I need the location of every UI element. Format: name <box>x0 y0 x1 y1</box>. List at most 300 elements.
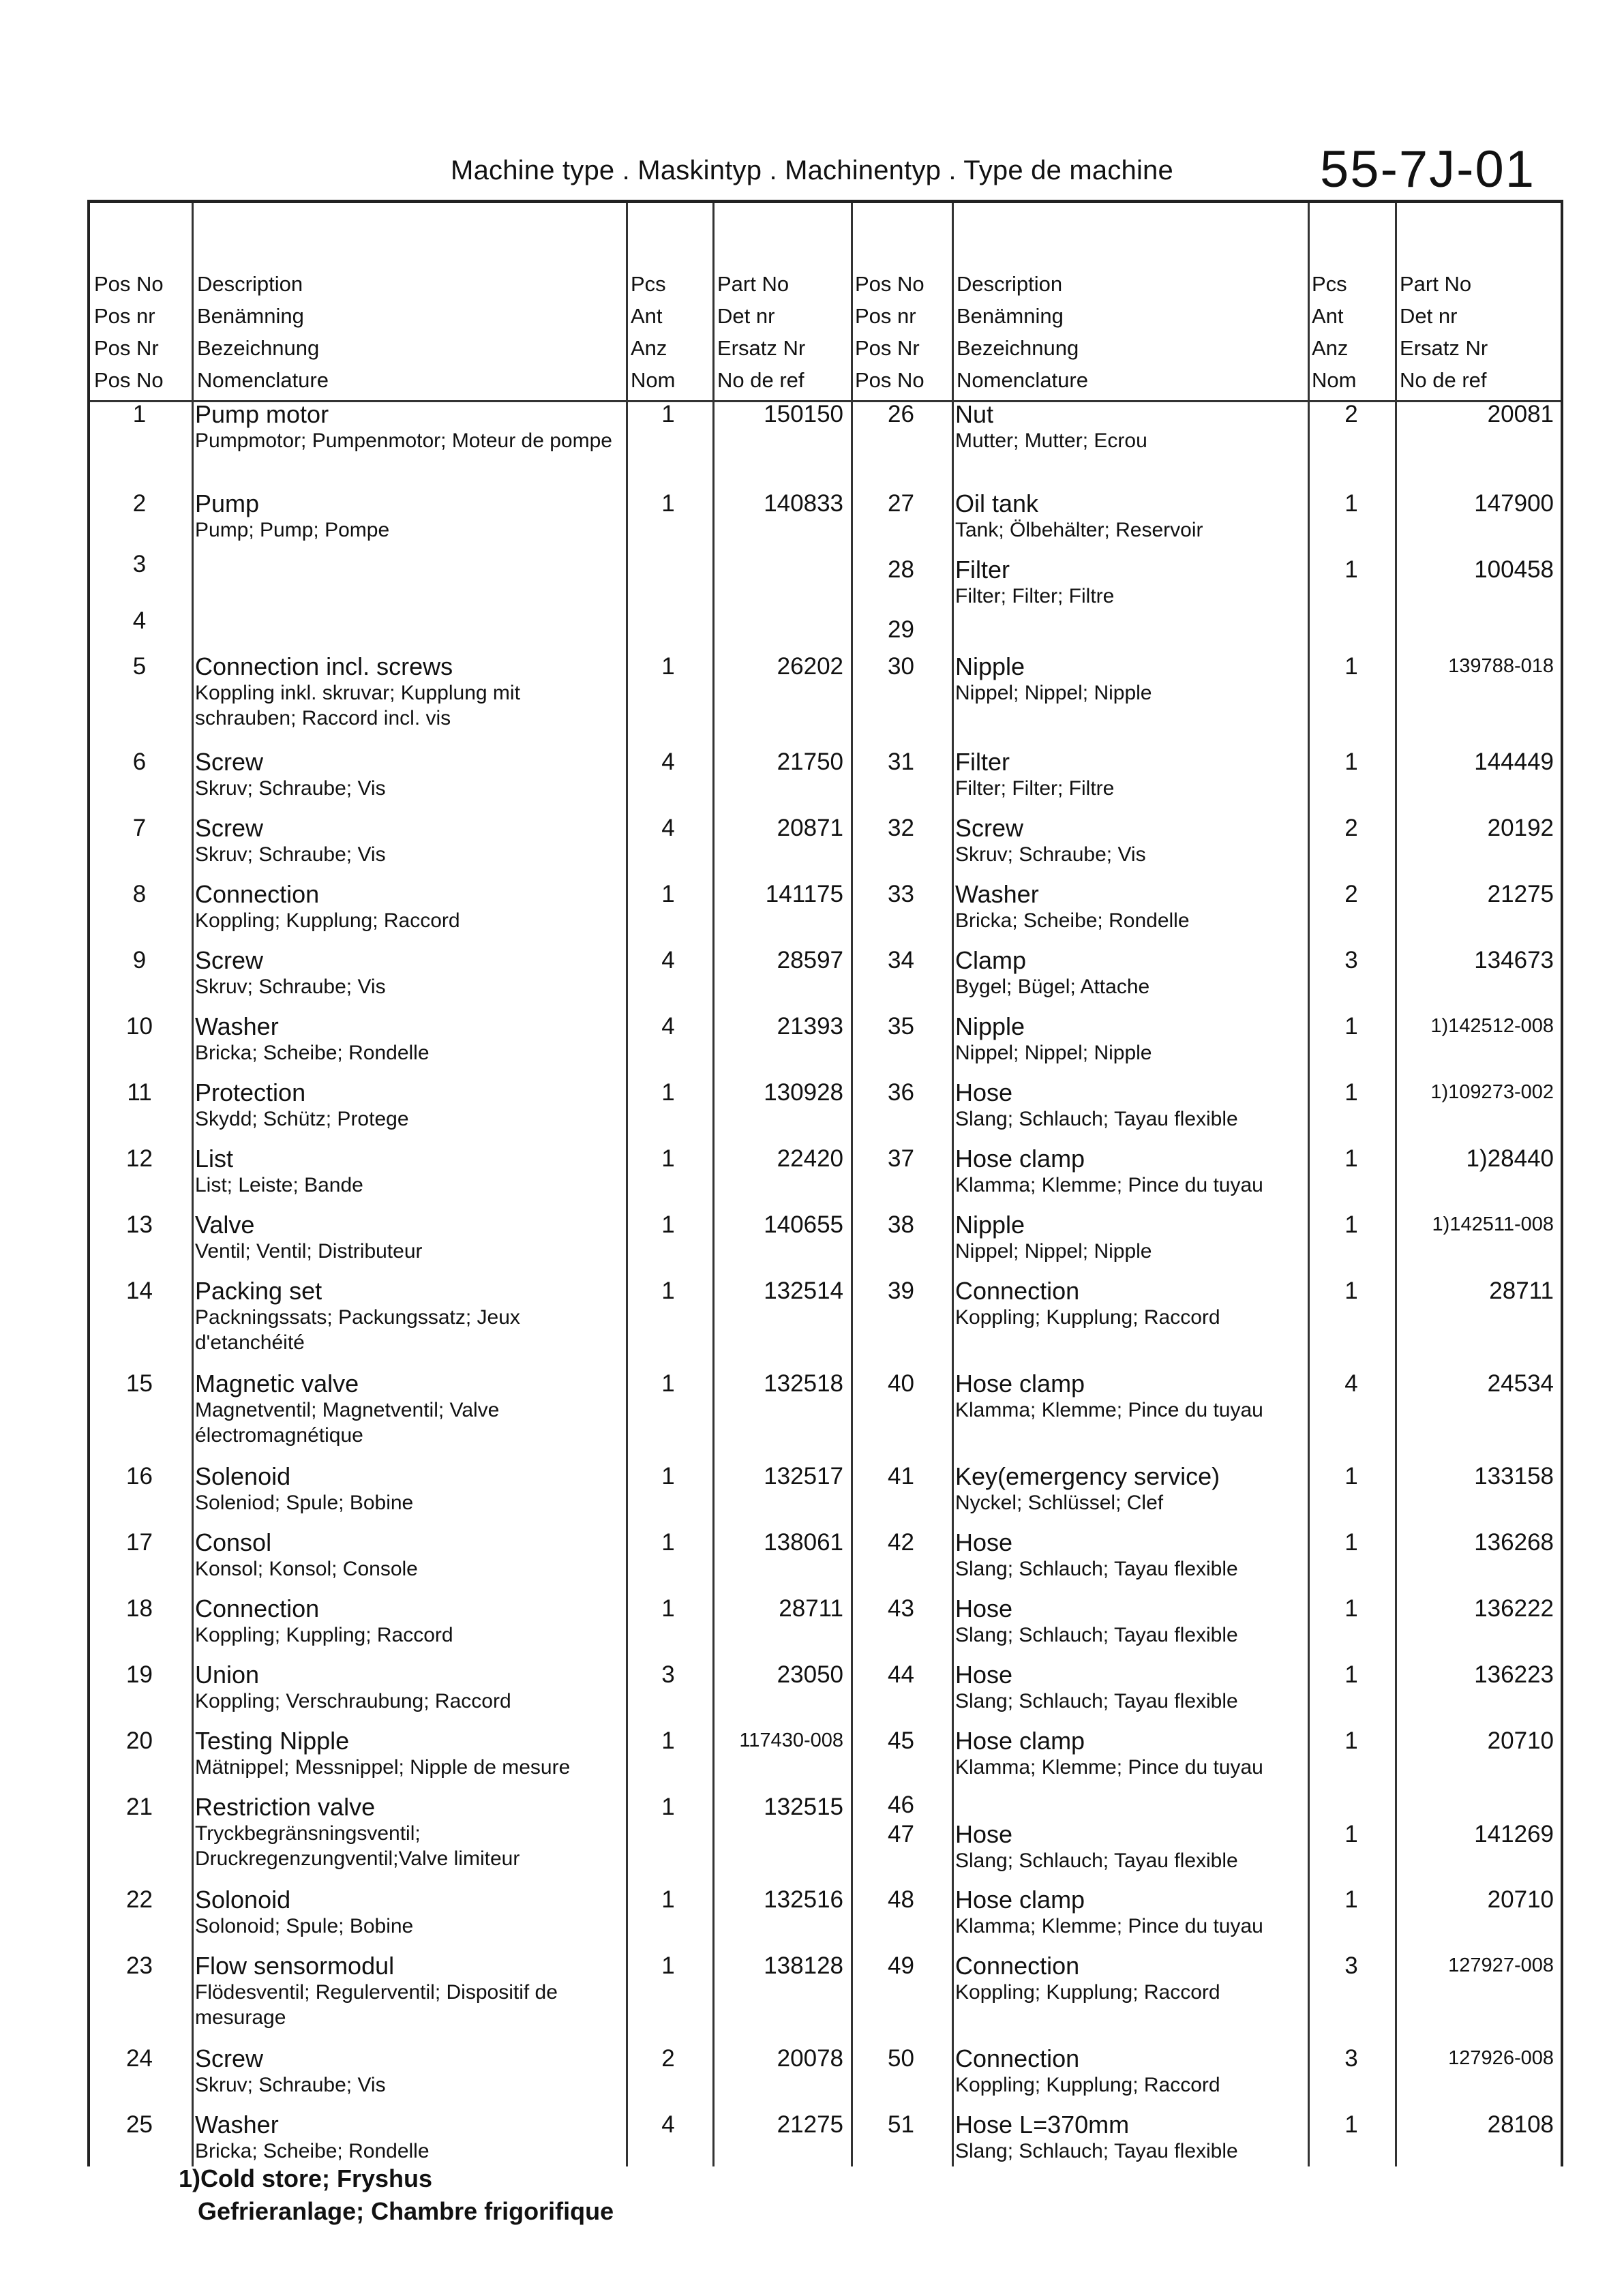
pieces: 1 <box>1344 1529 1358 1556</box>
part-number: 139788-018 <box>1448 655 1554 677</box>
description <box>955 815 1303 867</box>
part-number: 138061 <box>764 1529 843 1556</box>
pos-number: 40 <box>888 1370 914 1397</box>
description-title: Nut <box>955 400 994 428</box>
description-title: Hose L=370mm <box>955 2111 1130 2139</box>
description-title: Hose <box>955 1595 1013 1622</box>
pos-number: 32 <box>888 815 914 841</box>
part-number: 28108 <box>1487 2111 1554 2138</box>
description-translations: Tryckbegränsningsventil; Druckregenzungventil;Valve limiteur <box>195 1822 520 1870</box>
description-title: Hose <box>955 1528 1013 1556</box>
pieces: 1 <box>661 1211 675 1238</box>
description-translations: Koppling; Kupplung; Raccord <box>955 1306 1220 1329</box>
pos-number: 43 <box>888 1595 914 1622</box>
part-number: 24534 <box>1487 1370 1554 1397</box>
description-translations: Klamma; Klemme; Pince du tuyau <box>955 1915 1263 1937</box>
parts-row <box>90 1529 1561 1590</box>
pieces: 3 <box>1344 2045 1358 2072</box>
pos-number: 20 <box>126 1727 153 1754</box>
pieces: 1 <box>1344 1886 1358 1913</box>
parts-table <box>87 200 1563 2166</box>
pos-number: 44 <box>888 1661 914 1688</box>
description-title: Washer <box>955 880 1039 908</box>
header-description-right: Description Benämning Bezeichnung Nomenclature <box>957 272 1088 392</box>
description-translations: Klamma; Klemme; Pince du tuyau <box>955 1756 1263 1779</box>
header-pcs-right: Pcs Ant Anz Nom <box>1312 272 1357 392</box>
description-title: Clamp <box>955 946 1027 974</box>
description-translations: Slang; Schlauch; Tayau flexible <box>955 1690 1238 1712</box>
parts-row <box>90 947 1561 1008</box>
pos-number: 28 <box>888 556 914 583</box>
description-title: Connection incl. screws <box>195 652 453 680</box>
pos-number: 27 <box>888 490 914 517</box>
part-number: 132514 <box>764 1278 843 1304</box>
pos-number: 8 <box>132 881 147 907</box>
part-number: 133158 <box>1474 1463 1554 1490</box>
parts-row <box>90 1370 1561 1432</box>
parts-row <box>90 1278 1561 1339</box>
pos-number: 21 <box>126 1794 153 1820</box>
description-title: Hose <box>955 1661 1013 1689</box>
description-translations: Nippel; Nippel; Nipple <box>955 682 1152 704</box>
description-title: Pump motor <box>195 400 329 428</box>
description-translations: Skruv; Schraube; Vis <box>195 843 386 866</box>
pieces: 1 <box>661 1278 675 1304</box>
description-title: Screw <box>195 946 264 974</box>
description <box>955 1278 1303 1330</box>
description-translations: Ventil; Ventil; Distributeur <box>195 1240 423 1263</box>
pieces: 4 <box>661 749 675 775</box>
description-title: Solonoid <box>195 1886 291 1914</box>
description-translations: Slang; Schlauch; Tayau flexible <box>955 1624 1238 1646</box>
part-number: 117430-008 <box>739 1729 843 1751</box>
description-title: Union <box>195 1661 260 1689</box>
part-number: 1)142512-008 <box>1430 1015 1554 1037</box>
pieces: 3 <box>1344 947 1358 973</box>
description <box>955 1463 1303 1515</box>
parts-row <box>90 1463 1561 1524</box>
pos-number: 34 <box>888 947 914 973</box>
pos-number: 30 <box>888 653 914 680</box>
description <box>955 2111 1303 2164</box>
pieces: 1 <box>1344 1278 1358 1304</box>
parts-row <box>90 556 1561 618</box>
pos-number: 50 <box>888 2045 914 2072</box>
description-translations: Flödesventil; Regulerventil; Dispositif de mesurage <box>195 1981 558 2029</box>
part-number: 140655 <box>764 1211 843 1238</box>
part-number: 136223 <box>1474 1661 1554 1688</box>
description-translations: Pumpmotor; Pumpenmotor; Moteur de pompe <box>195 429 612 452</box>
description-translations: Bygel; Bügel; Attache <box>955 976 1150 998</box>
part-number: 20710 <box>1487 1727 1554 1754</box>
parts-row <box>90 2045 1561 2106</box>
description-translations: Nyckel; Schlüssel; Clef <box>955 1492 1164 1514</box>
description <box>955 1145 1303 1198</box>
description-title: Nipple <box>955 652 1025 680</box>
part-number: 140833 <box>764 490 843 517</box>
pos-number: 38 <box>888 1211 914 1238</box>
description-title: Connection <box>195 880 320 908</box>
parts-row <box>90 490 1561 552</box>
pos-number: 16 <box>126 1463 153 1490</box>
pos-number: 46 <box>888 1792 914 1818</box>
pos-number: 22 <box>126 1886 153 1913</box>
pos-number: 13 <box>126 1211 153 1238</box>
description-translations: Koppling; Kupplung; Raccord <box>955 1981 1220 2004</box>
pos-number: 42 <box>888 1529 914 1556</box>
pieces: 1 <box>661 1886 675 1913</box>
description-title: Oil tank <box>955 489 1039 517</box>
footnote <box>179 2162 614 2228</box>
description-translations: Pump; Pump; Pompe <box>195 519 390 541</box>
part-number: 28711 <box>1489 1278 1554 1304</box>
pieces: 1 <box>661 1595 675 1622</box>
description-title: Testing Nipple <box>195 1727 350 1755</box>
description-translations: Solonoid; Spule; Bobine <box>195 1915 414 1937</box>
pos-number: 11 <box>127 1079 152 1106</box>
footnote-line: 1)Cold store; Fryshus <box>179 2164 433 2192</box>
description-translations: Skruv; Schraube; Vis <box>955 843 1146 866</box>
description-translations: Bricka; Scheibe; Rondelle <box>955 909 1190 932</box>
part-number: 132516 <box>764 1886 843 1913</box>
description-title: Nipple <box>955 1012 1025 1040</box>
pieces: 1 <box>661 1952 675 1979</box>
pos-number: 49 <box>888 1952 914 1979</box>
parts-row <box>90 1821 1561 1882</box>
description <box>955 1952 1303 2005</box>
description <box>955 1886 1303 1939</box>
parts-row <box>90 653 1561 714</box>
pos-number: 31 <box>888 749 914 775</box>
pieces: 1 <box>1344 1595 1358 1622</box>
part-number: 20081 <box>1487 401 1554 427</box>
pos-number: 15 <box>126 1370 153 1397</box>
pieces: 1 <box>1344 1727 1358 1754</box>
pieces: 1 <box>1344 1145 1358 1172</box>
part-number: 141269 <box>1474 1821 1554 1847</box>
pos-number: 4 <box>132 607 147 634</box>
description-title: Hose clamp <box>955 1727 1085 1755</box>
description <box>955 401 1303 453</box>
description-translations: Nippel; Nippel; Nipple <box>955 1042 1152 1064</box>
pos-number: 6 <box>132 749 147 775</box>
description-title: Flow sensormodul <box>195 1952 395 1980</box>
description-title: Filter <box>955 556 1010 584</box>
pieces: 4 <box>1344 1370 1358 1397</box>
part-number: 22420 <box>777 1145 843 1172</box>
machine-code: 55-7J-01 <box>1320 140 1535 198</box>
parts-row <box>90 1211 1561 1273</box>
part-number: 141175 <box>765 881 843 907</box>
pieces: 4 <box>661 947 675 973</box>
part-number: 20078 <box>777 2045 843 2072</box>
description-translations: Skydd; Schütz; Protege <box>195 1108 409 1130</box>
parts-row <box>90 1595 1561 1657</box>
part-number: 20871 <box>777 815 843 841</box>
parts-row <box>90 1661 1561 1723</box>
description-translations: Koppling; Verschraubung; Raccord <box>195 1690 511 1712</box>
description-translations: Koppling; Kuppling; Raccord <box>195 1624 453 1646</box>
pos-number: 41 <box>888 1463 914 1490</box>
part-number: 28597 <box>777 947 843 973</box>
header-part-right: Part No Det nr Ersatz Nr No de ref <box>1400 272 1488 392</box>
pos-number: 26 <box>888 401 914 427</box>
pos-number: 1 <box>132 401 147 427</box>
description-title: Screw <box>195 748 264 776</box>
description-translations: Mutter; Mutter; Ecrou <box>955 429 1147 452</box>
part-number: 1)142511-008 <box>1432 1213 1554 1235</box>
pieces: 1 <box>661 490 675 517</box>
pieces: 1 <box>661 401 675 427</box>
description-title: Solenoid <box>195 1462 291 1490</box>
description-title: Hose clamp <box>955 1145 1085 1173</box>
pieces: 1 <box>1344 1661 1358 1688</box>
footnote-line: Gefrieranlage; Chambre frigorifique <box>198 2197 614 2225</box>
description-title: Hose <box>955 1820 1013 1848</box>
pieces: 1 <box>661 1794 675 1820</box>
description-translations: Skruv; Schraube; Vis <box>195 777 386 800</box>
part-number: 26202 <box>777 653 843 680</box>
description-title: Key(emergency service) <box>955 1462 1220 1490</box>
header-description-left: Description Benämning Bezeichnung Nomenclature <box>197 272 329 392</box>
pieces: 1 <box>1344 1463 1358 1490</box>
pieces: 1 <box>661 1370 675 1397</box>
description-title: Hose clamp <box>955 1886 1085 1914</box>
description-translations: Koppling inkl. skruvar; Kupplung mit schrauben; Raccord incl. vis <box>195 682 520 729</box>
description <box>955 1529 1303 1582</box>
part-number: 21275 <box>777 2111 843 2138</box>
pos-number: 33 <box>888 881 914 907</box>
pos-number: 23 <box>126 1952 153 1979</box>
description-translations: Slang; Schlauch; Tayau flexible <box>955 1558 1238 1580</box>
description-translations: Bricka; Scheibe; Rondelle <box>195 2140 430 2162</box>
description-translations: Klamma; Klemme; Pince du tuyau <box>955 1399 1263 1421</box>
pos-number: 24 <box>126 2045 153 2072</box>
pos-number: 10 <box>126 1013 153 1040</box>
pos-number: 51 <box>888 2111 914 2138</box>
part-number: 21750 <box>777 749 843 775</box>
description-title: Connection <box>195 1595 320 1622</box>
description-translations: Bricka; Scheibe; Rondelle <box>195 1042 430 1064</box>
pos-number: 45 <box>888 1727 914 1754</box>
pieces: 4 <box>661 1013 675 1040</box>
description-title: Connection <box>955 1952 1080 1980</box>
parts-row <box>90 1727 1561 1789</box>
header-pcs-left: Pcs Ant Anz Nom <box>631 272 676 392</box>
pieces: 1 <box>661 881 675 907</box>
parts-row <box>90 1013 1561 1074</box>
pieces: 1 <box>1344 1013 1358 1040</box>
description-title: Hose clamp <box>955 1370 1085 1398</box>
description-title: Protection <box>195 1078 306 1106</box>
pos-number: 18 <box>126 1595 153 1622</box>
pieces: 1 <box>661 1079 675 1106</box>
description <box>955 556 1303 609</box>
description-translations: Slang; Schlauch; Tayau flexible <box>955 1108 1238 1130</box>
part-number: 20192 <box>1487 815 1554 841</box>
pos-number: 39 <box>888 1278 914 1304</box>
description-translations: Konsol; Konsol; Console <box>195 1558 418 1580</box>
description <box>955 1595 1303 1648</box>
pieces: 2 <box>661 2045 675 2072</box>
part-number: 136268 <box>1474 1529 1554 1556</box>
description-translations: Koppling; Kupplung; Raccord <box>195 909 460 932</box>
part-number: 132515 <box>764 1794 843 1820</box>
part-number: 1)109273-002 <box>1430 1081 1554 1103</box>
pieces: 2 <box>1344 881 1358 907</box>
description <box>955 1370 1303 1423</box>
description-translations: Nippel; Nippel; Nipple <box>955 1240 1152 1263</box>
part-number: 21275 <box>1487 881 1554 907</box>
description <box>955 881 1303 933</box>
pos-number: 14 <box>126 1278 153 1304</box>
description-translations: Skruv; Schraube; Vis <box>195 2074 386 2096</box>
parts-row <box>90 1145 1561 1207</box>
parts-row <box>90 1079 1561 1141</box>
pieces: 1 <box>1344 1211 1358 1238</box>
description-title: Screw <box>195 814 264 842</box>
description <box>955 1079 1303 1132</box>
part-number: 138128 <box>764 1952 843 1979</box>
header-pos-left: Pos No Pos nr Pos Nr Pos No <box>94 272 164 392</box>
description-title: Washer <box>195 1012 279 1040</box>
description-title: List <box>195 1145 234 1173</box>
pieces: 1 <box>1344 749 1358 775</box>
description-translations: Klamma; Klemme; Pince du tuyau <box>955 1174 1263 1196</box>
parts-row <box>90 749 1561 810</box>
pos-number: 19 <box>126 1661 153 1688</box>
pos-number: 5 <box>132 653 147 680</box>
pieces: 2 <box>1344 815 1358 841</box>
pos-number: 48 <box>888 1886 914 1913</box>
description-title: Pump <box>195 489 260 517</box>
description <box>955 749 1303 801</box>
part-number: 21393 <box>777 1013 843 1040</box>
pieces: 4 <box>661 2111 675 2138</box>
pieces: 2 <box>1344 401 1358 427</box>
description <box>955 1661 1303 1714</box>
part-number: 127927-008 <box>1448 1954 1554 1976</box>
description <box>955 1727 1303 1780</box>
part-number: 127926-008 <box>1448 2047 1554 2069</box>
pos-number: 29 <box>888 616 914 643</box>
pieces: 3 <box>661 1661 675 1688</box>
description <box>955 1821 1303 1873</box>
description-translations: Filter; Filter; Filtre <box>955 777 1115 800</box>
description-title: Screw <box>195 2044 264 2072</box>
parts-row <box>90 815 1561 876</box>
pieces: 1 <box>1344 1079 1358 1106</box>
description <box>955 1013 1303 1066</box>
header-pos-right: Pos No Pos nr Pos Nr Pos No <box>855 272 924 392</box>
description <box>955 653 1303 706</box>
description-translations: Filter; Filter; Filtre <box>955 585 1115 607</box>
pieces: 1 <box>661 653 675 680</box>
pieces: 1 <box>661 1727 675 1754</box>
description-title: Connection <box>955 1277 1080 1305</box>
pieces: 1 <box>1344 2111 1358 2138</box>
description <box>955 2045 1303 2098</box>
part-number: 144449 <box>1474 749 1554 775</box>
description <box>955 947 1303 999</box>
part-number: 147900 <box>1474 490 1554 517</box>
machine-type-label: Machine type . Maskintyp . Machinentyp . Type de machine <box>451 155 1173 185</box>
description-translations: Magnetventil; Magnetventil; Valve électromagnétique <box>195 1399 500 1447</box>
pieces: 1 <box>1344 653 1358 680</box>
part-number: 132517 <box>764 1463 843 1490</box>
description-translations: List; Leiste; Bande <box>195 1174 363 1196</box>
description-translations: Koppling; Kupplung; Raccord <box>955 2074 1220 2096</box>
pieces: 1 <box>1344 1821 1358 1847</box>
part-number: 23050 <box>777 1661 843 1688</box>
description-translations: Packningssats; Packungssatz; Jeux d'etanchéité <box>195 1306 520 1354</box>
pos-number: 17 <box>126 1529 153 1556</box>
description-translations: Soleniod; Spule; Bobine <box>195 1492 414 1514</box>
description-title: Consol <box>195 1528 272 1556</box>
description-translations: Slang; Schlauch; Tayau flexible <box>955 2140 1238 2162</box>
description-title: Restriction valve <box>195 1793 376 1821</box>
description-title: Connection <box>955 2044 1080 2072</box>
description-title: Packing set <box>195 1277 322 1305</box>
pos-number: 36 <box>888 1079 914 1106</box>
parts-row <box>90 881 1561 942</box>
pieces: 1 <box>1344 556 1358 583</box>
parts-row <box>90 1952 1561 2014</box>
pos-number: 37 <box>888 1145 914 1172</box>
description-title: Nipple <box>955 1211 1025 1239</box>
pieces: 3 <box>1344 1952 1358 1979</box>
description-translations: Mätnippel; Messnippel; Nipple de mesure <box>195 1756 571 1779</box>
header-part-left: Part No Det nr Ersatz Nr No de ref <box>717 272 806 392</box>
pos-number: 12 <box>126 1145 153 1172</box>
description <box>955 490 1303 543</box>
pieces: 1 <box>661 1145 675 1172</box>
part-number: 20710 <box>1487 1886 1554 1913</box>
description-translations: Slang; Schlauch; Tayau flexible <box>955 1849 1238 1872</box>
pos-number: 35 <box>888 1013 914 1040</box>
part-number: 132518 <box>764 1370 843 1397</box>
description-title: Valve <box>195 1211 255 1239</box>
part-number: 1)28440 <box>1466 1145 1554 1172</box>
parts-row <box>90 1886 1561 1948</box>
pos-number: 9 <box>132 947 147 973</box>
pos-number: 2 <box>132 490 147 517</box>
part-number: 150150 <box>764 401 843 427</box>
description-title: Filter <box>955 748 1010 776</box>
pieces: 1 <box>661 1463 675 1490</box>
parts-row <box>90 401 1561 462</box>
part-number: 100458 <box>1474 556 1554 583</box>
pos-number: 47 <box>888 1821 914 1847</box>
pieces: 4 <box>661 815 675 841</box>
part-number: 136222 <box>1474 1595 1554 1622</box>
description-title: Hose <box>955 1078 1013 1106</box>
pos-number: 25 <box>126 2111 153 2138</box>
description-title: Washer <box>195 2111 279 2139</box>
description <box>955 1211 1303 1264</box>
pieces: 1 <box>661 1529 675 1556</box>
pieces: 1 <box>1344 490 1358 517</box>
part-number: 130928 <box>764 1079 843 1106</box>
description-translations: Tank; Ölbehälter; Reservoir <box>955 519 1203 541</box>
part-number: 28711 <box>779 1595 843 1622</box>
pos-number: 3 <box>132 551 147 577</box>
part-number: 134673 <box>1474 947 1554 973</box>
description-title: Magnetic valve <box>195 1370 359 1398</box>
description-translations: Skruv; Schraube; Vis <box>195 976 386 998</box>
pos-number: 7 <box>132 815 147 841</box>
description-title: Screw <box>955 814 1024 842</box>
